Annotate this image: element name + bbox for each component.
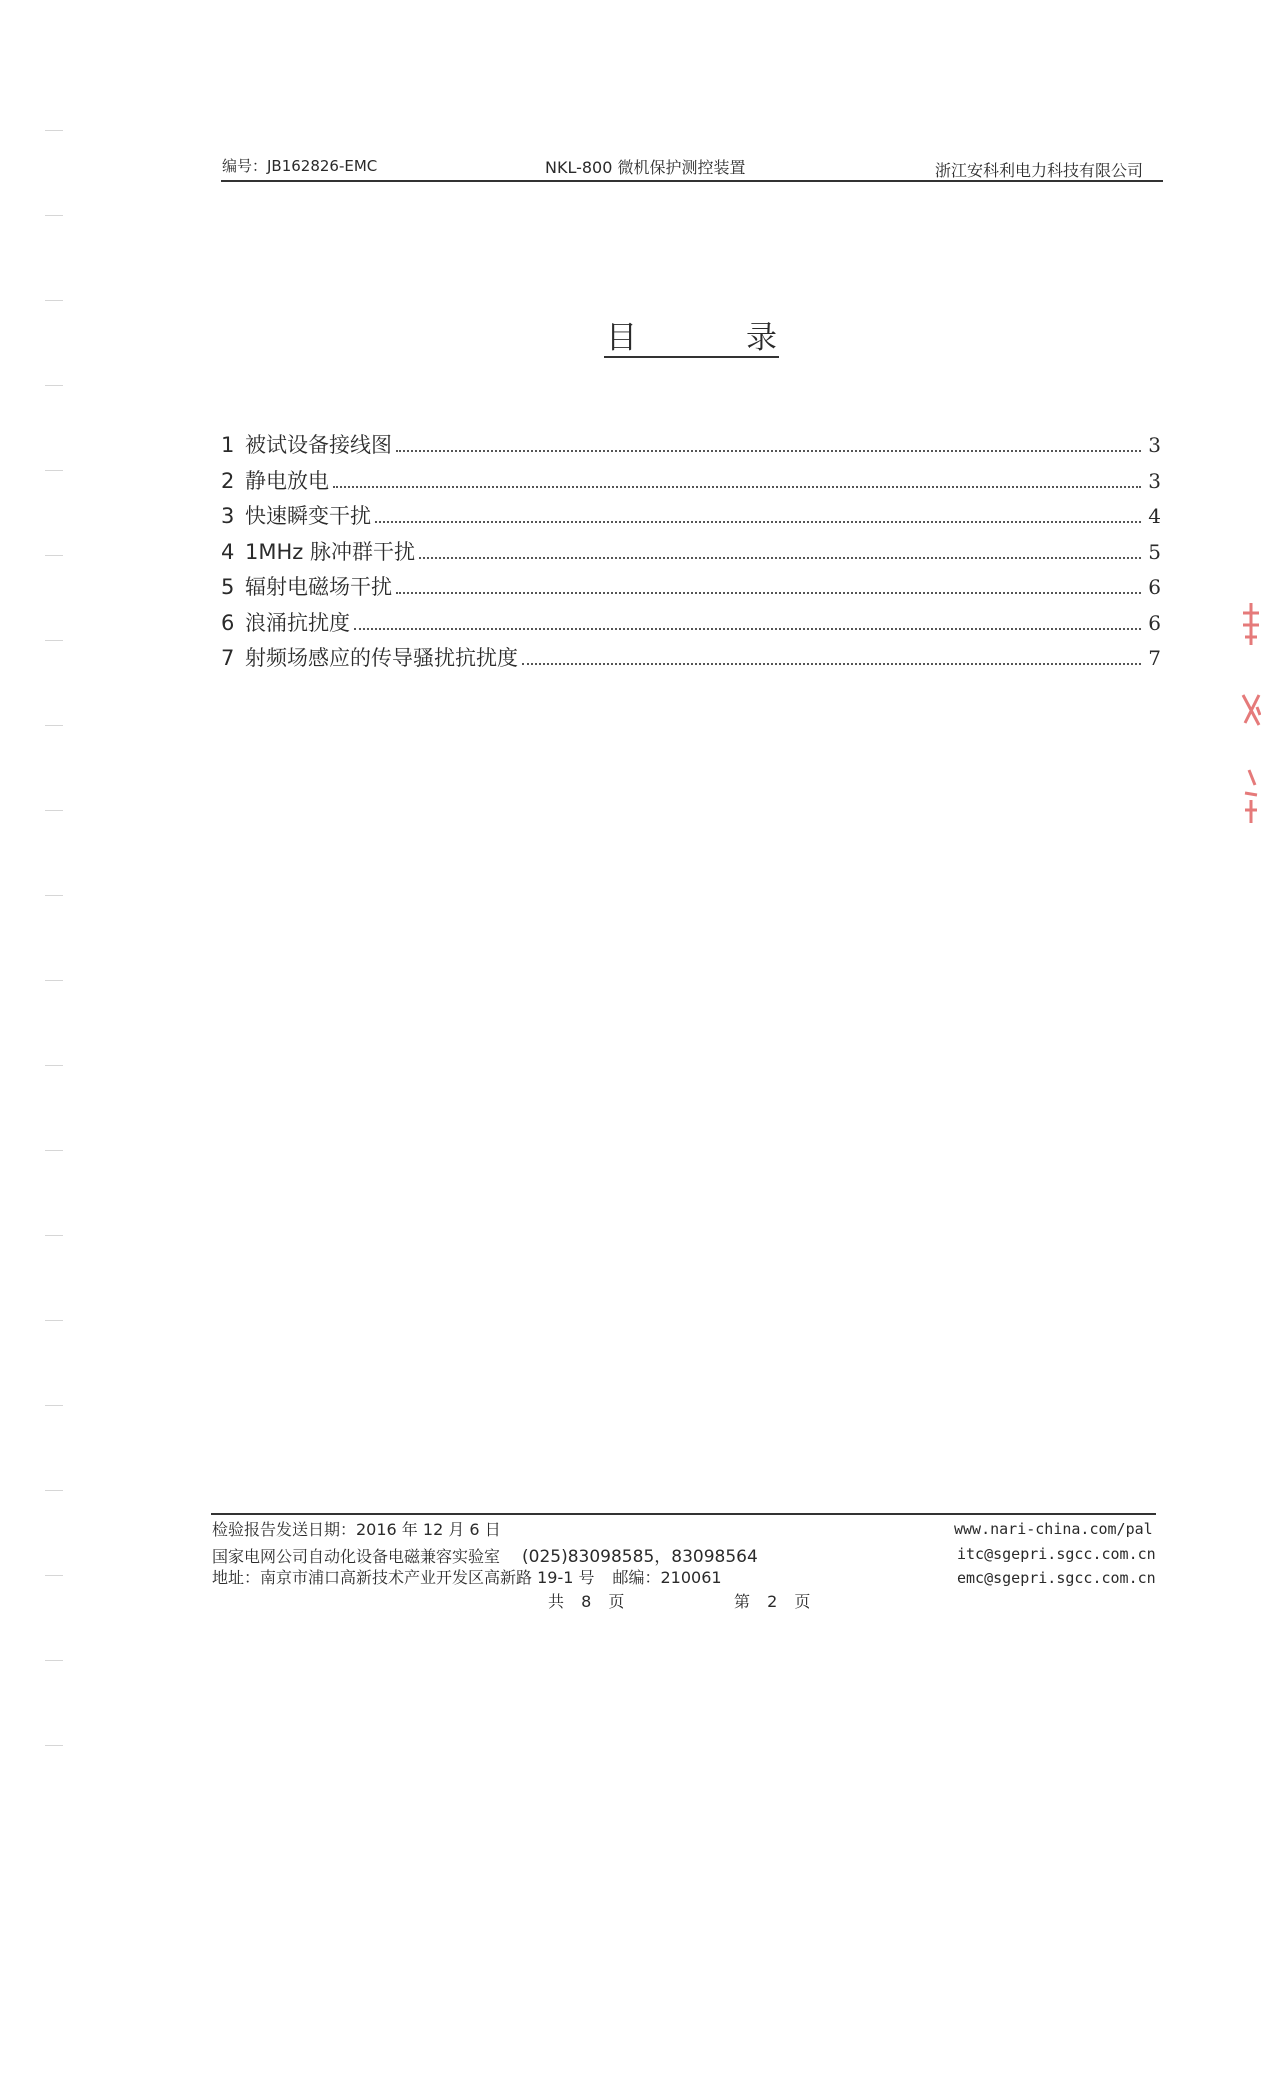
toc-title [604, 312, 779, 358]
toc-entry-number: 1 [221, 433, 235, 457]
product-name: NKL-800 微机保护测控装置 [545, 158, 746, 177]
scan-tick [45, 725, 63, 726]
toc-entry-label: 静电放电 [245, 468, 329, 493]
total-pages: 共 8 页 [548, 1592, 631, 1611]
toc-entry[interactable] [221, 500, 1161, 536]
toc-entry-label: 辐射电磁场干扰 [245, 575, 392, 599]
dot-leader [396, 438, 1141, 452]
scan-tick [45, 215, 63, 216]
report-date: 检验报告发送日期：2016 年 12 月 6 日 [212, 1520, 501, 1539]
lab-name: 国家电网公司自动化设备电磁兼容实验室 [212, 1547, 501, 1566]
toc-entry-number: 3 [221, 504, 235, 528]
dot-leader [396, 580, 1141, 594]
scan-tick [45, 1150, 63, 1151]
toc-entry-number: 5 [221, 575, 235, 599]
scan-tick [45, 300, 63, 301]
footer-rule [211, 1513, 1156, 1515]
table-of-contents [221, 429, 1161, 678]
current-page: 第 2 页 [734, 1592, 817, 1611]
dot-leader [522, 651, 1141, 665]
toc-entry-number: 6 [221, 610, 235, 635]
toc-entry-label: 浪涌抗扰度 [245, 610, 350, 635]
postcode: 邮编：210061 [612, 1568, 722, 1587]
toc-entry-page: 4 [1148, 504, 1161, 528]
toc-entry-page: 6 [1148, 575, 1161, 599]
lab-address: 地址：南京市浦口高新技术产业开发区高新路 19-1 号 [212, 1568, 595, 1587]
toc-entry[interactable] [221, 429, 1161, 465]
toc-entry[interactable] [221, 465, 1161, 501]
scan-tick [45, 1660, 63, 1661]
lab-info [212, 1542, 758, 1567]
itc-email-link[interactable]: itc@sgepri.sgcc.com.cn [957, 1545, 1156, 1563]
toc-entry-page: 3 [1148, 468, 1161, 493]
scan-tick [45, 1745, 63, 1746]
lab-phone: (025)83098585，83098564 [522, 1547, 758, 1567]
dot-leader [375, 509, 1141, 523]
website-link[interactable]: www.nari-china.com/pal [954, 1520, 1153, 1538]
scan-tick [45, 1575, 63, 1576]
company-name: 浙江安科利电力科技有限公司 [935, 161, 1144, 180]
toc-entry-number: 4 [221, 539, 235, 564]
toc-entry-page: 3 [1148, 433, 1161, 457]
address-info [212, 1565, 722, 1588]
scan-tick [45, 895, 63, 896]
toc-entry-number: 7 [221, 646, 235, 670]
header-rule [221, 180, 1163, 182]
document-number: 编号：JB162826-EMC [222, 157, 378, 175]
scan-tick [45, 810, 63, 811]
toc-entry-label: 快速瞬变干扰 [245, 504, 371, 528]
dot-leader [419, 545, 1141, 559]
emc-email-link[interactable]: emc@sgepri.sgcc.com.cn [957, 1569, 1156, 1587]
toc-entry-label: 被试设备接线图 [245, 433, 392, 457]
scan-tick [45, 980, 63, 981]
toc-title-left: 目 [606, 320, 637, 356]
toc-entry-label: 1MHz 脉冲群干扰 [245, 539, 415, 564]
toc-entry-page: 5 [1148, 539, 1161, 564]
scan-tick [45, 470, 63, 471]
partial-seal-stamp [1239, 595, 1261, 835]
toc-entry[interactable] [221, 571, 1161, 607]
toc-entry-label: 射频场感应的传导骚扰抗扰度 [245, 646, 518, 670]
scan-tick [45, 1405, 63, 1406]
dot-leader [354, 616, 1141, 630]
scan-tick [45, 1320, 63, 1321]
toc-entry[interactable] [221, 536, 1161, 572]
scan-tick [45, 1490, 63, 1491]
dot-leader [333, 474, 1141, 488]
toc-entry[interactable] [221, 642, 1161, 678]
scan-tick [45, 385, 63, 386]
scan-tick [45, 640, 63, 641]
toc-entry-page: 7 [1148, 646, 1161, 670]
scan-tick [45, 130, 63, 131]
toc-entry-number: 2 [221, 468, 235, 493]
toc-entry[interactable] [221, 607, 1161, 643]
toc-entry-page: 6 [1148, 610, 1161, 635]
toc-title-right: 录 [746, 320, 777, 356]
scan-tick [45, 555, 63, 556]
scan-tick [45, 1235, 63, 1236]
scan-tick [45, 1065, 63, 1066]
